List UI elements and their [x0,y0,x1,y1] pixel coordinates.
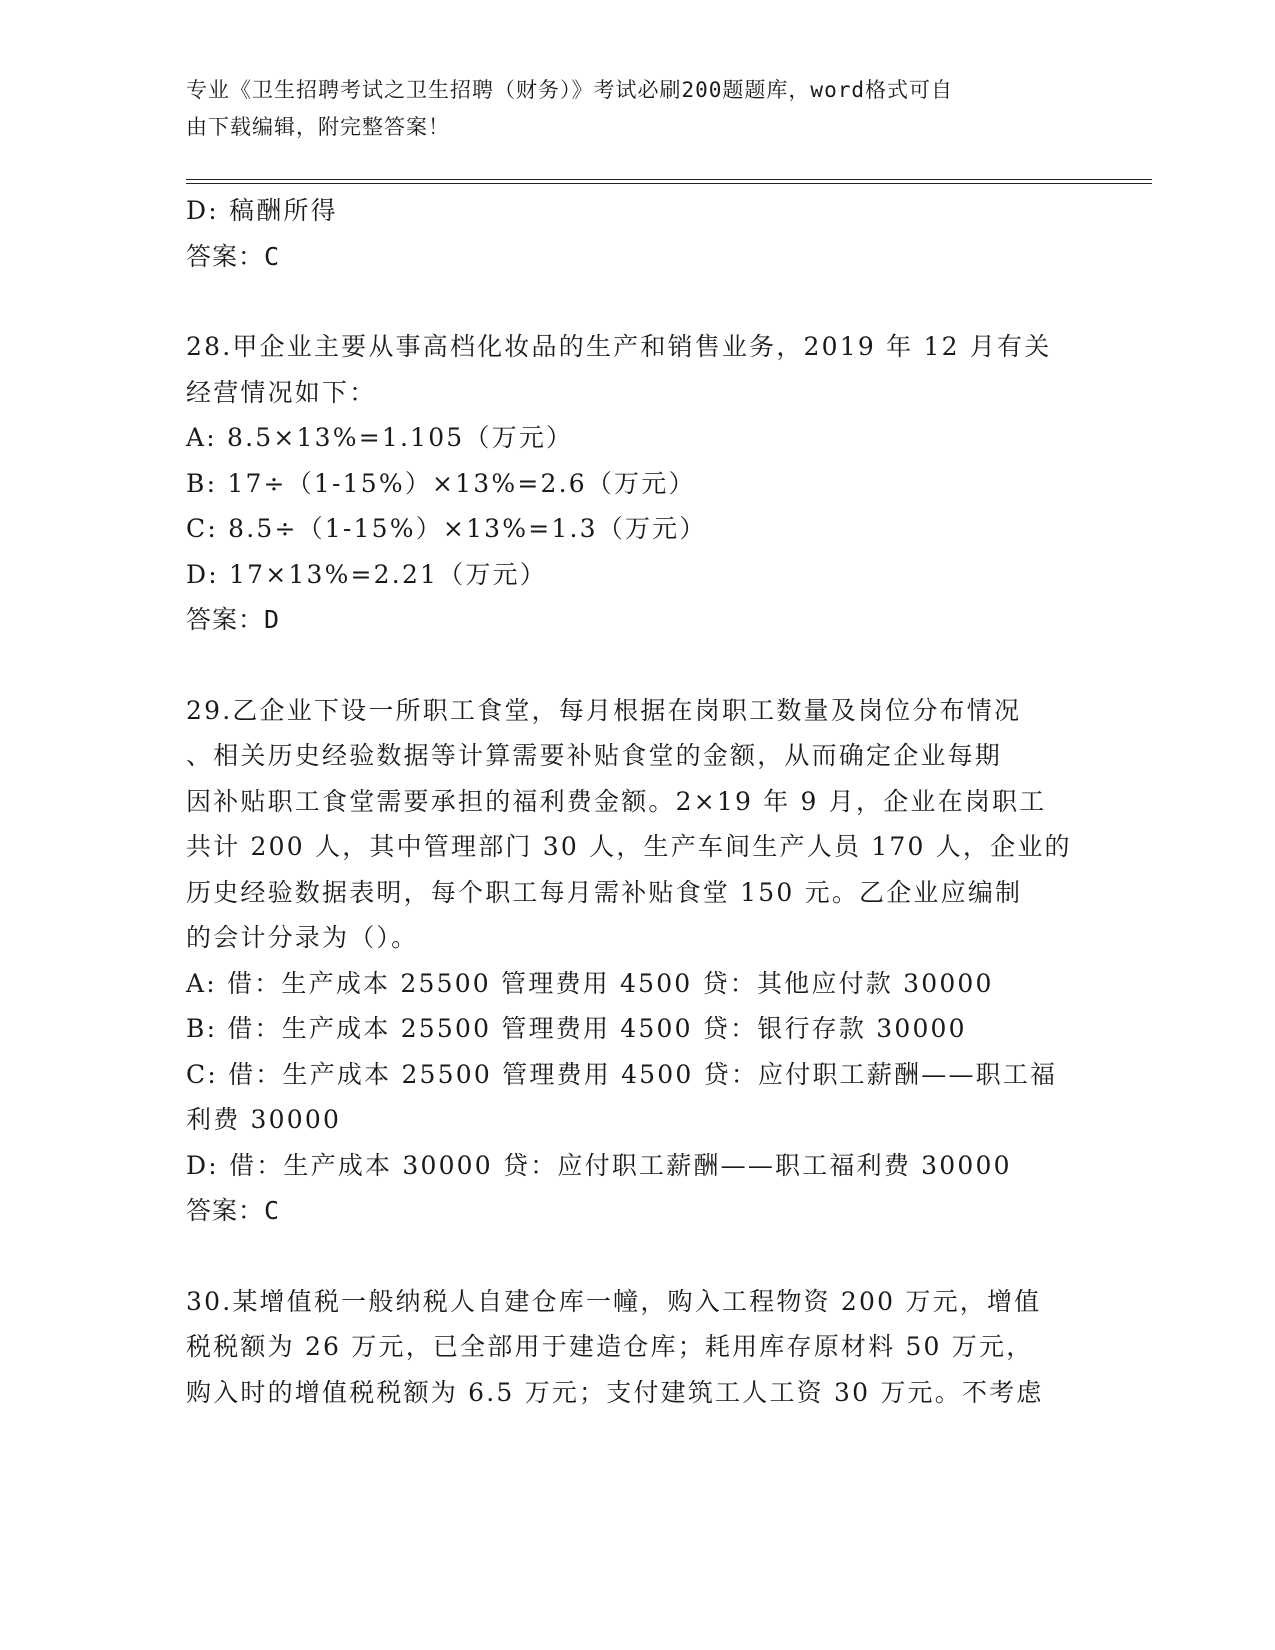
question-text-line: 购入时的增值税税额为 6.5 万元；支付建筑工人工资 30 万元。不考虑 [186,1377,1044,1407]
answer: 答案：D [186,605,281,634]
spacer [186,643,1086,688]
question-text-line: 、相关历史经验数据等计算需要补贴食堂的金额，从而确定企业每期 [186,741,1003,770]
header-line-1: 专业《卫生招聘考试之卫生招聘（财务）》考试必刷200题题库，word格式可自 [186,78,953,102]
header-divider-top [186,179,1152,180]
question-text-line: 28.甲企业主要从事高档化妆品的生产和销售业务，2019 年 12 月有关 [186,332,1052,361]
question-text-line: 历史经验数据表明，每个职工每月需补贴食堂 150 元。乙企业应编制 [186,877,1023,907]
spacer [186,1234,1086,1279]
question-30 [186,1279,1086,1416]
option-b: B: 17÷（1-15%）×13%=2.6（万元） [186,468,696,498]
question-28 [186,324,1086,643]
question-text-line: 29.乙企业下设一所职工食堂，每月根据在岗职工数量及岗位分布情况 [186,695,1022,725]
spacer [186,279,1086,324]
document-body [186,188,1086,1415]
option-d: D: 借：生产成本 30000 贷：应付职工薪酬——职工福利费 30000 [186,1150,1012,1180]
document-header [186,72,1066,146]
answer: 答案：C [186,1196,281,1225]
header-divider-bottom [186,183,1152,184]
option-c-continued: 利费 30000 [186,1105,342,1134]
prev-answer: 答案：C [186,241,281,271]
question-text-line: 共计 200 人，其中管理部门 30 人，生产车间生产人员 170 人，企业的 [186,832,1072,861]
question-29 [186,688,1086,1234]
option-a: A: 借：生产成本 25500 管理费用 4500 贷：其他应付款 30000 [186,968,994,998]
question-text-line: 经营情况如下： [186,377,377,407]
option-d: D: 17×13%=2.21（万元） [186,559,547,589]
header-line-2: 由下载编辑，附完整答案！ [186,115,450,139]
prev-option-d: D: 稿酬所得 [186,196,338,225]
option-c: C: 8.5÷（1-15%）×13%=1.3（万元） [186,514,707,543]
question-text-line: 税税额为 26 万元，已全部用于建造仓库；耗用库存原材料 50 万元， [186,1332,1034,1361]
option-c: C: 借：生产成本 25500 管理费用 4500 贷：应付职工薪酬——职工福 [186,1059,1058,1089]
question-text-line: 的会计分录为（）。 [186,923,419,952]
question-text-line: 因补贴职工食堂需要承担的福利费金额。2×19 年 9 月，企业在岗职工 [186,786,1047,816]
option-a: A: 8.5×13%=1.105（万元） [186,423,574,452]
option-b: B: 借：生产成本 25500 管理费用 4500 贷：银行存款 30000 [186,1014,967,1043]
question-text-line: 30.某增值税一般纳税人自建仓库一幢，购入工程物资 200 万元，增值 [186,1286,1042,1316]
